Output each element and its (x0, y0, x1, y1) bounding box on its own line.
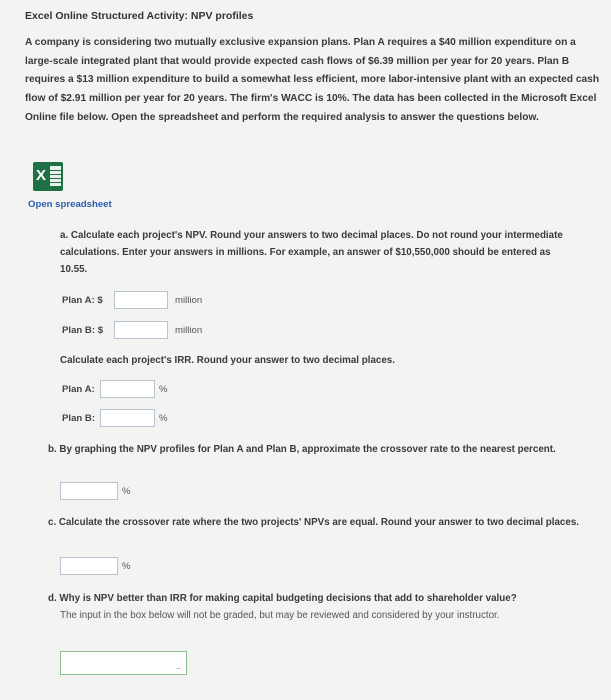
problem-intro: A company is considering two mutually exclusive expansion plans. Plan A requires a $40 million expenditure on a large-scale integrated plant that would provide expected cash flows of $6.39 million per year for 20 years. Plan B requires a $13 million expenditure to build a somewhat less efficient, more labor-intensive plant with an expected cash flow of $2.91 million per year for 20 years. The firm's WACC is 10%. The data has been collected in the Microsoft Excel Online file below. Open the spreadsheet and perform the required analysis to answer the questions below. (25, 37, 600, 123)
irr-plan-b-row (62, 409, 168, 427)
npv-plan-a-input[interactable] (114, 291, 168, 309)
irr-question: Calculate each project's IRR. Round your answer to two decimal places. (60, 355, 395, 366)
irr-plan-a-unit: % (159, 383, 168, 395)
part-d-question: d. Why is NPV better than IRR for making capital budgeting decisions that add to shareholder value? (48, 593, 517, 604)
resize-handle-icon[interactable]: − (176, 664, 181, 673)
npv-plan-a-unit: million (175, 294, 203, 306)
crossover-exact-input[interactable] (60, 557, 118, 575)
irr-plan-b-label: Plan B: (62, 412, 96, 424)
npv-plan-a-label: Plan A: $ (62, 294, 103, 306)
irr-plan-a-field (100, 380, 155, 398)
npv-plan-b-row (62, 321, 202, 339)
part-a-question: a. Calculate each project's NPV. Round your answers to two decimal places. Do not round your intermediate calculations. Enter your answers in millions. For example, an answer of $10,550,000 should be entered as 10.55. (60, 230, 563, 275)
crossover-approx-input[interactable] (60, 482, 118, 500)
crossover-exact-unit: % (122, 560, 131, 572)
irr-plan-b-field (100, 409, 155, 427)
npv-vs-irr-textarea[interactable] (60, 651, 187, 675)
npv-plan-b-unit: million (175, 324, 203, 336)
irr-plan-b-input[interactable] (100, 409, 155, 427)
part-c-question: c. Calculate the crossover rate where the two projects' NPVs are equal. Round your answer to two decimal places. (48, 517, 579, 528)
npv-plan-b-label: Plan B: $ (62, 324, 104, 336)
part-b-question: b. By graphing the NPV profiles for Plan A and Plan B, approximate the crossover rate to the nearest percent. (48, 444, 556, 455)
part-b-row (60, 482, 131, 500)
excel-icon[interactable] (33, 162, 63, 191)
irr-plan-b-unit: % (159, 412, 168, 424)
part-d-note: The input in the box below will not be graded, but may be reviewed and considered by your instructor. (60, 610, 500, 621)
npv-plan-b-input[interactable] (114, 321, 168, 339)
irr-plan-a-label: Plan A: (62, 383, 95, 395)
excel-grid-icon (50, 166, 61, 186)
page-title: Excel Online Structured Activity: NPV profiles (25, 10, 254, 22)
part-c-row (60, 557, 131, 575)
excel-icon-letter: X (36, 167, 47, 184)
irr-plan-a-input[interactable] (100, 380, 155, 398)
irr-plan-a-row (62, 380, 168, 398)
crossover-approx-unit: % (122, 485, 131, 497)
open-spreadsheet-link[interactable]: Open spreadsheet (28, 199, 112, 210)
npv-plan-a-row (62, 291, 202, 309)
